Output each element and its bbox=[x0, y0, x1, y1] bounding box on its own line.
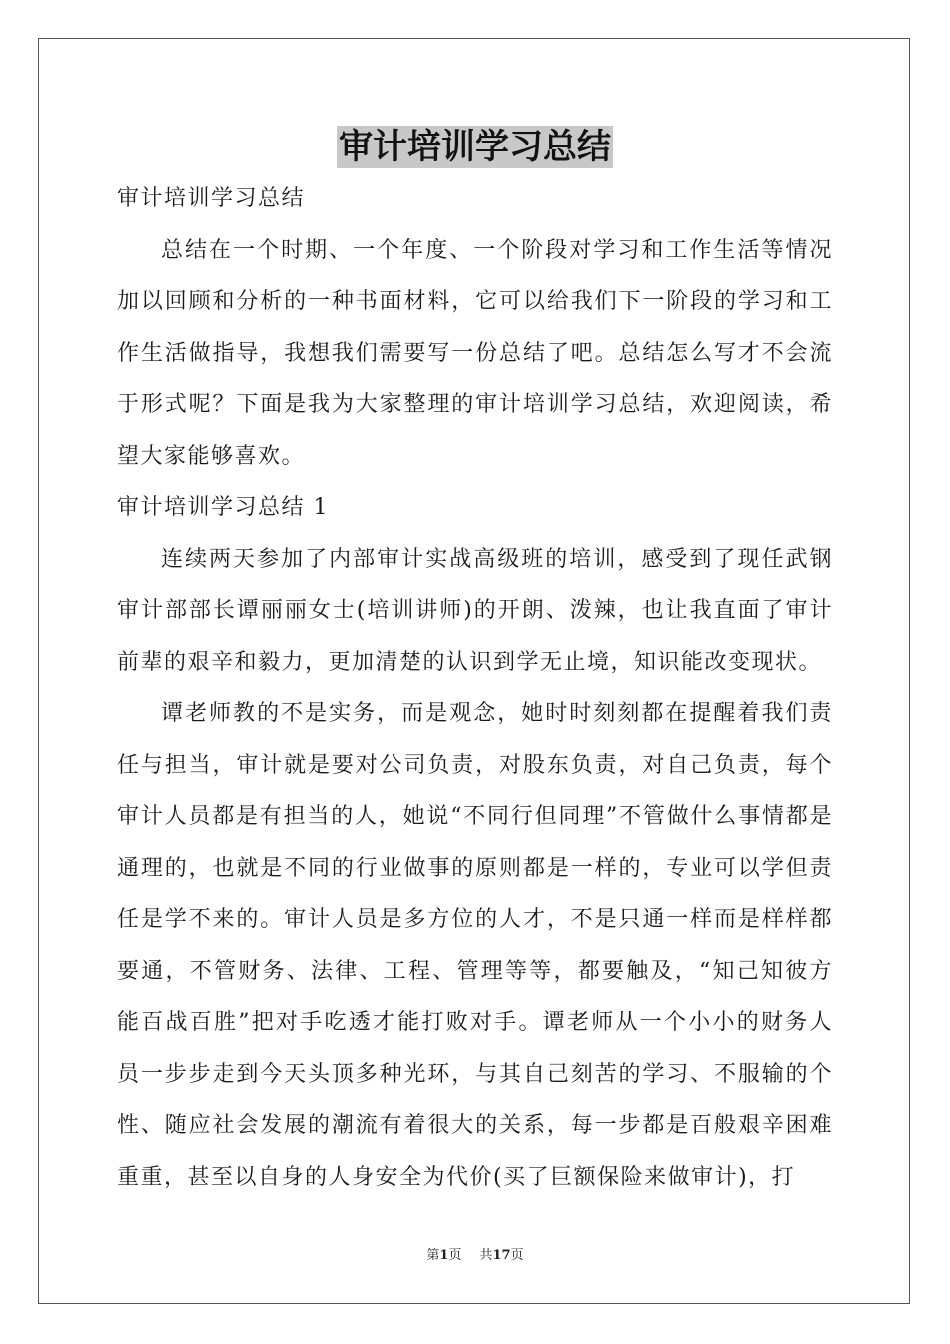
page-total: 17 bbox=[492, 1248, 511, 1263]
page-suffix: 页 bbox=[448, 1248, 462, 1263]
page-prefix: 第 bbox=[426, 1248, 440, 1263]
title-container bbox=[0, 126, 950, 168]
total-prefix: 共 bbox=[479, 1248, 493, 1263]
section-paragraph-2: 谭老师教的不是实务，而是观念，她时时刻刻都在提醒着我们责任与担当，审计就是要对公司负责，对股东负责，对自己负责，每个审计人员都是有担当的人，她说“不同行但同理”不管做什么事情都是通理的，也就是不同的行业做事的原则都是一样的，专业可以学但责任是学不来的。审计人员是多方位的人才，不是只通一样而是样样都要通，不管财务、法律、工程、管理等等，都要触及，“知己知彼方能百战百胜”把对手吃透才能打败对手。谭老师从一个小小的财务人员一步步走到今天头顶多种光环，与其自己刻苦的学习、不服输的个性、随应社会发展的潮流有着很大的关系，每一步都是百般艰辛困难重重，甚至以自身的人身安全为代价(买了巨额保险来做审计)，打 bbox=[117, 701, 833, 1190]
page-current: 1 bbox=[439, 1248, 449, 1263]
document-title: 审计培训学习总结 bbox=[339, 127, 611, 167]
section-paragraph-1: 连续两天参加了内部审计实战高级班的培训，感受到了现任武钢审计部部长谭丽丽女士(培训讲师)的开朗、泼辣，也让我直面了审计前辈的艰辛和毅力，更加清楚的认识到学无止境，知识能改变现状。 bbox=[117, 546, 833, 675]
intro-paragraph: 总结在一个时期、一个年度、一个阶段对学习和工作生活等情况加以回顾和分析的一种书面材料，它可以给我们下一阶段的学习和工作生活做指导，我想我们需要写一份总结了吧。总结怎么写才不会流于形式呢？下面是我为大家整理的审计培训学习总结，欢迎阅读，希望大家能够喜欢。 bbox=[117, 237, 833, 469]
document-subtitle: 审计培训学习总结 bbox=[117, 186, 306, 211]
page-footer bbox=[0, 1247, 950, 1265]
section-heading: 审计培训学习总结 1 bbox=[117, 495, 329, 520]
total-suffix: 页 bbox=[510, 1248, 524, 1263]
document-body bbox=[117, 173, 833, 1203]
